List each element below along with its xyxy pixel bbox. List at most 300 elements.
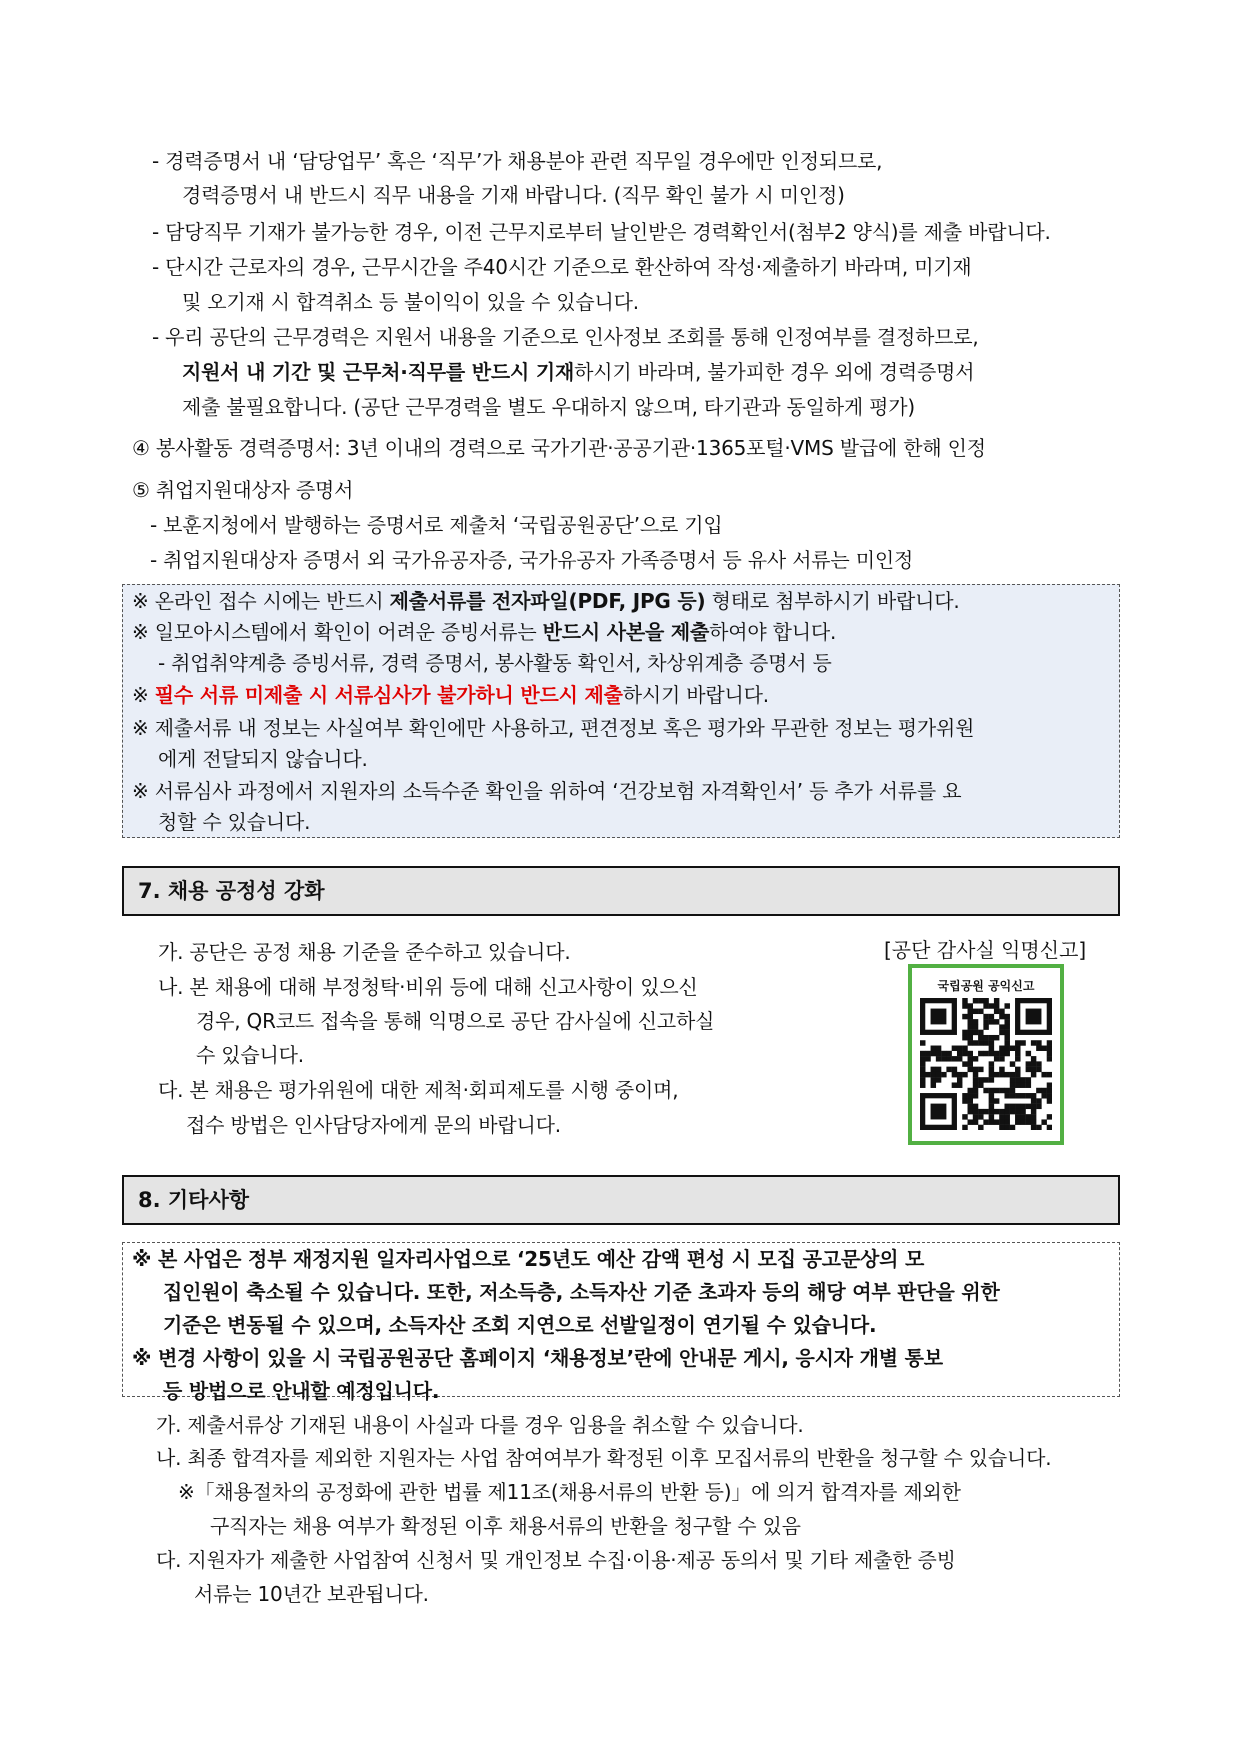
qr-module bbox=[946, 1067, 951, 1072]
qr-module bbox=[1026, 1114, 1031, 1119]
text-segment: 기준은 변동될 수 있으며, 소득자산 조회 지연으로 선발일정이 연기될 수 있습니다. bbox=[163, 1313, 877, 1337]
notice-line bbox=[132, 617, 836, 647]
qr-code-icon bbox=[920, 998, 1052, 1130]
qr-module bbox=[962, 1114, 967, 1119]
list-line bbox=[182, 180, 845, 210]
text-segment: 청할 수 있습니다. bbox=[158, 810, 311, 834]
qr-module bbox=[1036, 1104, 1041, 1109]
qr-module bbox=[989, 1067, 994, 1072]
qr-module bbox=[994, 1119, 999, 1124]
qr-module bbox=[1004, 1072, 1009, 1077]
qr-module bbox=[1004, 1035, 1009, 1040]
qr-module bbox=[1020, 1077, 1025, 1082]
qr-module bbox=[962, 1014, 967, 1019]
qr-module bbox=[978, 1067, 983, 1072]
text-segment: ⑤ 취업지원대상자 증명서 bbox=[132, 478, 354, 502]
qr-module bbox=[989, 1077, 994, 1082]
qr-module bbox=[936, 1051, 941, 1056]
qr-module bbox=[957, 1051, 962, 1056]
qr-module bbox=[978, 1035, 983, 1040]
qr-module bbox=[973, 1119, 978, 1124]
notice-line bbox=[158, 807, 310, 837]
qr-module bbox=[983, 1077, 988, 1082]
qr-module bbox=[1031, 1109, 1036, 1114]
section-7-title: 7. 채용 공정성 강화 bbox=[138, 879, 325, 903]
qr-module bbox=[946, 1056, 951, 1061]
qr-module bbox=[962, 1030, 967, 1035]
qr-module bbox=[946, 1051, 951, 1056]
qr-module bbox=[957, 1072, 962, 1077]
text-segment: - 경력증명서 내 ‘담당업무’ 혹은 ‘직무’가 채용분야 관련 직무일 경우에만 인정되므로, bbox=[152, 149, 883, 173]
section-8-line bbox=[194, 1579, 429, 1609]
text-segment: 제출 불필요합니다. (공단 근무경력을 별도 우대하지 않으며, 타기관과 동일하게 평가) bbox=[182, 395, 916, 419]
qr-module bbox=[968, 1035, 973, 1040]
qr-module bbox=[1004, 1030, 1009, 1035]
qr-module bbox=[925, 1072, 930, 1077]
qr-module bbox=[1004, 1040, 1009, 1045]
list-line bbox=[182, 287, 639, 317]
qr-module bbox=[1004, 1019, 1009, 1024]
qr-module bbox=[983, 1014, 988, 1019]
qr-code-card[interactable] bbox=[908, 964, 1064, 1145]
qr-module bbox=[983, 1109, 988, 1114]
qr-module bbox=[968, 1109, 973, 1114]
qr-module bbox=[931, 1077, 936, 1082]
qr-module bbox=[1004, 1051, 1009, 1056]
qr-module bbox=[978, 1114, 983, 1119]
qr-module bbox=[1031, 1061, 1036, 1066]
text-segment: 다. 지원자가 제출한 사업참여 신청서 및 개인정보 수집·이용·제공 동의서 및 기타 제출한 증빙 bbox=[156, 1548, 956, 1572]
qr-module bbox=[962, 1098, 967, 1103]
notice-line bbox=[132, 586, 960, 616]
qr-module bbox=[957, 1046, 962, 1051]
qr-module bbox=[962, 1125, 967, 1130]
text-segment: ※ 제출서류 내 정보는 사실여부 확인에만 사용하고, 편견정보 혹은 평가와 무관한 정보는 평가위원 bbox=[132, 716, 975, 740]
qr-module bbox=[999, 1024, 1004, 1029]
qr-module bbox=[973, 1114, 978, 1119]
qr-module bbox=[973, 1024, 978, 1029]
qr-module bbox=[1004, 1093, 1009, 1098]
qr-module bbox=[962, 1046, 967, 1051]
qr-module bbox=[983, 998, 988, 1003]
text-segment: - 담당직무 기재가 불가능한 경우, 이전 근무지로부터 날인받은 경력확인서(첨부2 양식)를 제출 바랍니다. bbox=[152, 220, 1051, 244]
qr-module bbox=[973, 1109, 978, 1114]
section-7-line bbox=[158, 937, 571, 967]
qr-module bbox=[1015, 1109, 1020, 1114]
qr-module bbox=[994, 1003, 999, 1008]
qr-module bbox=[1031, 1040, 1036, 1045]
qr-module bbox=[968, 1093, 973, 1098]
qr-module bbox=[994, 1098, 999, 1103]
qr-module bbox=[968, 1051, 973, 1056]
qr-module bbox=[968, 1056, 973, 1061]
section-8-line bbox=[156, 1545, 1112, 1575]
qr-module bbox=[983, 1003, 988, 1008]
qr-module bbox=[1047, 1046, 1052, 1051]
qr-module bbox=[1047, 1125, 1052, 1130]
qr-module bbox=[1031, 1067, 1036, 1072]
qr-module bbox=[1026, 1051, 1031, 1056]
text-segment: 필수 서류 미제출 시 서류심사가 불가하니 반드시 제출 bbox=[154, 683, 623, 707]
text-segment: 수 있습니다. bbox=[196, 1043, 304, 1067]
qr-module bbox=[968, 1009, 973, 1014]
qr-module bbox=[1026, 1082, 1031, 1087]
list-line bbox=[132, 433, 986, 463]
text-segment: 집인원이 축소될 수 있습니다. 또한, 저소득층, 소득자산 기준 초과자 등의 해당 여부 판단을 위한 bbox=[163, 1280, 1000, 1304]
qr-module bbox=[999, 1088, 1004, 1093]
qr-module bbox=[952, 1082, 957, 1087]
qr-module bbox=[936, 1072, 941, 1077]
qr-module bbox=[1015, 1119, 1020, 1124]
qr-module bbox=[1041, 1072, 1046, 1077]
qr-module bbox=[973, 1082, 978, 1087]
qr-module bbox=[983, 1040, 988, 1045]
section-8-box-line bbox=[132, 1343, 1112, 1373]
qr-module bbox=[973, 1077, 978, 1082]
qr-module bbox=[999, 1009, 1004, 1014]
qr-module bbox=[1031, 1056, 1036, 1061]
qr-module bbox=[1047, 1082, 1052, 1087]
qr-module bbox=[973, 1056, 978, 1061]
qr-module bbox=[1004, 1109, 1009, 1114]
qr-module bbox=[994, 1009, 999, 1014]
notice-line bbox=[132, 776, 1112, 806]
section-8-line bbox=[210, 1511, 801, 1541]
notice-line bbox=[132, 713, 1112, 743]
text-segment: 나. 본 채용에 대해 부정청탁·비위 등에 대해 신고사항이 있으신 bbox=[158, 975, 698, 999]
qr-module bbox=[1041, 1088, 1046, 1093]
section-8-line bbox=[156, 1410, 804, 1440]
qr-module bbox=[978, 998, 983, 1003]
qr-module bbox=[1020, 1082, 1025, 1087]
qr-module bbox=[1015, 1072, 1020, 1077]
qr-module bbox=[1010, 1088, 1015, 1093]
qr-module bbox=[978, 1109, 983, 1114]
qr-module bbox=[968, 1119, 973, 1124]
qr-module bbox=[1036, 1088, 1041, 1093]
qr-module bbox=[1041, 1119, 1046, 1124]
qr-module bbox=[968, 1040, 973, 1045]
qr-module bbox=[968, 1098, 973, 1103]
text-segment: 경력증명서 내 반드시 직무 내용을 기재 바랍니다. (직무 확인 불가 시 미인정) bbox=[182, 183, 845, 207]
qr-module bbox=[1036, 1067, 1041, 1072]
qr-module bbox=[1010, 1109, 1015, 1114]
qr-module bbox=[1036, 1098, 1041, 1103]
qr-module bbox=[973, 1019, 978, 1024]
qr-module bbox=[920, 1067, 925, 1072]
text-segment: ※ 일모아시스템에서 확인이 어려운 증빙서류는 bbox=[132, 620, 543, 644]
qr-module bbox=[1026, 1093, 1031, 1098]
qr-module bbox=[1026, 1104, 1031, 1109]
qr-module bbox=[1015, 1051, 1020, 1056]
qr-module bbox=[931, 1051, 936, 1056]
list-line bbox=[152, 217, 1100, 247]
qr-module bbox=[994, 1035, 999, 1040]
text-segment: - 취업취약계층 증빙서류, 경력 증명서, 봉사활동 확인서, 차상위계층 증명서 등 bbox=[158, 651, 832, 675]
section-8-box-line bbox=[163, 1376, 439, 1406]
qr-module bbox=[1004, 1125, 1009, 1130]
qr-module bbox=[1015, 1046, 1020, 1051]
qr-module bbox=[994, 998, 999, 1003]
qr-module bbox=[989, 1098, 994, 1103]
qr-module bbox=[978, 1040, 983, 1045]
qr-module bbox=[957, 1056, 962, 1061]
qr-module bbox=[962, 1093, 967, 1098]
qr-module bbox=[1047, 1114, 1052, 1119]
qr-module bbox=[999, 1014, 1004, 1019]
text-segment: 하시기 바랍니다. bbox=[622, 683, 769, 707]
qr-module bbox=[968, 1061, 973, 1066]
qr-module bbox=[1020, 1114, 1025, 1119]
qr-module bbox=[1036, 1040, 1041, 1045]
qr-module bbox=[1047, 1056, 1052, 1061]
qr-module bbox=[983, 1088, 988, 1093]
qr-module bbox=[994, 1019, 999, 1024]
qr-module bbox=[968, 1030, 973, 1035]
qr-module bbox=[989, 1040, 994, 1045]
qr-module bbox=[936, 1046, 941, 1051]
qr-module bbox=[989, 1003, 994, 1008]
qr-module bbox=[920, 1072, 925, 1077]
list-line bbox=[152, 252, 1114, 282]
qr-module bbox=[1015, 1077, 1020, 1082]
qr-module bbox=[1004, 1024, 1009, 1029]
text-segment: - 취업지원대상자 증명서 외 국가유공자증, 국가유공자 가족증명서 등 유사 서류는 미인정 bbox=[150, 548, 914, 572]
text-segment: - 단시간 근로자의 경우, 근무시간을 주40시간 기준으로 환산하여 작성·제출하기 바라며, 미기재 bbox=[152, 255, 972, 279]
qr-module bbox=[999, 1030, 1004, 1035]
qr-module bbox=[1026, 1009, 1042, 1025]
text-segment: 형태로 첨부하시기 바랍니다. bbox=[705, 589, 960, 613]
qr-module bbox=[973, 1030, 978, 1035]
qr-module bbox=[1004, 1104, 1009, 1109]
qr-module bbox=[973, 1040, 978, 1045]
qr-module bbox=[999, 1114, 1004, 1119]
text-segment: 서류는 10년간 보관됩니다. bbox=[194, 1582, 429, 1606]
qr-module bbox=[973, 1009, 978, 1014]
qr-module bbox=[1010, 1125, 1015, 1130]
text-segment: 다. 본 채용은 평가위원에 대한 제척·회피제도를 시행 중이며, bbox=[158, 1078, 679, 1102]
qr-module bbox=[920, 1082, 925, 1087]
qr-module bbox=[983, 1035, 988, 1040]
qr-module bbox=[952, 1056, 957, 1061]
qr-module bbox=[925, 1056, 930, 1061]
notice-line bbox=[158, 648, 832, 678]
qr-module bbox=[1026, 1061, 1031, 1066]
qr-module bbox=[941, 1056, 946, 1061]
qr-module bbox=[989, 1104, 994, 1109]
qr-module bbox=[941, 1072, 946, 1077]
text-segment: ※ bbox=[132, 683, 155, 707]
qr-module bbox=[962, 1051, 967, 1056]
qr-module bbox=[968, 1019, 973, 1024]
qr-module bbox=[1041, 1093, 1046, 1098]
qr-module bbox=[989, 1046, 994, 1051]
qr-module bbox=[989, 1061, 994, 1066]
qr-module bbox=[978, 1125, 983, 1130]
qr-module bbox=[1036, 1061, 1041, 1066]
qr-module bbox=[1047, 1072, 1052, 1077]
qr-module bbox=[999, 1051, 1004, 1056]
qr-module bbox=[968, 1003, 973, 1008]
list-line bbox=[132, 475, 353, 505]
qr-module bbox=[994, 1088, 999, 1093]
qr-module bbox=[962, 1035, 967, 1040]
qr-module bbox=[931, 1072, 936, 1077]
list-line bbox=[150, 510, 723, 540]
qr-module bbox=[920, 1077, 925, 1082]
text-segment: 구직자는 채용 여부가 확정된 이후 채용서류의 반환을 청구할 수 있음 bbox=[210, 1514, 801, 1538]
qr-module bbox=[1004, 1088, 1009, 1093]
qr-module bbox=[920, 1061, 925, 1066]
qr-module bbox=[989, 1019, 994, 1024]
text-segment: ※ 변경 사항이 있을 시 국립공원공단 홈페이지 ‘채용정보’란에 안내문 게시, 응시자 개별 통보 bbox=[132, 1346, 943, 1370]
notice-line bbox=[132, 680, 769, 710]
qr-module bbox=[1010, 1046, 1015, 1051]
qr-module bbox=[1047, 1098, 1052, 1103]
qr-module bbox=[1004, 1046, 1009, 1051]
text-segment: - 우리 공단의 근무경력은 지원서 내용을 기준으로 인사정보 조회를 통해 인정여부를 결정하므로, bbox=[152, 325, 979, 349]
section-7-line bbox=[158, 1075, 678, 1105]
section-8-line bbox=[178, 1477, 1112, 1507]
qr-module bbox=[931, 1046, 936, 1051]
qr-module bbox=[983, 1051, 988, 1056]
section-8-box-line bbox=[132, 1244, 1112, 1274]
text-segment: 하여야 합니다. bbox=[709, 620, 837, 644]
text-segment: 반드시 사본을 제출 bbox=[542, 620, 710, 644]
qr-module bbox=[936, 1077, 941, 1082]
qr-module bbox=[1047, 1051, 1052, 1056]
qr-module bbox=[920, 1051, 925, 1056]
section-8-line bbox=[156, 1443, 1112, 1473]
qr-module bbox=[1010, 1104, 1015, 1109]
qr-module bbox=[952, 1046, 957, 1051]
section-8-box-line bbox=[163, 1310, 876, 1340]
qr-module bbox=[973, 1067, 978, 1072]
qr-module bbox=[957, 1082, 962, 1087]
qr-module bbox=[1015, 1056, 1020, 1061]
qr-module bbox=[978, 1030, 983, 1035]
qr-module bbox=[1015, 1104, 1020, 1109]
section-8-title: 8. 기타사항 bbox=[138, 1188, 250, 1212]
qr-module bbox=[973, 998, 978, 1003]
list-line bbox=[150, 545, 913, 575]
qr-module bbox=[968, 1024, 973, 1029]
qr-module bbox=[978, 1077, 983, 1082]
qr-module bbox=[1015, 1040, 1020, 1045]
qr-module bbox=[936, 1056, 941, 1061]
qr-module bbox=[989, 1072, 994, 1077]
qr-module bbox=[1047, 1088, 1052, 1093]
qr-module bbox=[962, 998, 967, 1003]
qr-module bbox=[1026, 1077, 1031, 1082]
text-segment: ※ 온라인 접수 시에는 반드시 bbox=[132, 589, 390, 613]
qr-module bbox=[989, 1014, 994, 1019]
qr-module bbox=[989, 1119, 994, 1124]
qr-module bbox=[957, 1077, 962, 1082]
qr-module bbox=[999, 1046, 1004, 1051]
text-segment: ④ 봉사활동 경력증명서: 3년 이내의 경력으로 국가기관·공공기관·1365포털·VMS 발급에 한해 인정 bbox=[132, 436, 986, 460]
qr-module bbox=[1036, 1046, 1041, 1051]
qr-module bbox=[931, 1082, 936, 1087]
qr-module bbox=[1031, 1098, 1036, 1103]
qr-module bbox=[999, 1119, 1004, 1124]
qr-module bbox=[1026, 1119, 1031, 1124]
qr-module bbox=[1031, 1093, 1036, 1098]
qr-module bbox=[1020, 1109, 1025, 1114]
qr-module bbox=[1004, 1014, 1009, 1019]
qr-module bbox=[1010, 1082, 1015, 1087]
qr-module bbox=[1031, 1125, 1036, 1130]
qr-module bbox=[952, 1072, 957, 1077]
text-segment: - 보훈지청에서 발행하는 증명서로 제출처 ‘국립공원공단’으로 기입 bbox=[150, 513, 723, 537]
qr-module bbox=[999, 1125, 1004, 1130]
qr-module bbox=[962, 1003, 967, 1008]
text-segment: 나. 최종 합격자를 제외한 지원자는 사업 참여여부가 확정된 이후 모집서류의 반환을 청구할 수 있습니다. bbox=[156, 1446, 1052, 1470]
qr-code-title: 국립공원 공익신고 bbox=[937, 979, 1035, 993]
qr-module bbox=[1015, 1067, 1020, 1072]
section-7-line bbox=[196, 1006, 714, 1036]
qr-module bbox=[968, 1088, 973, 1093]
list-line bbox=[182, 357, 1114, 387]
section-8-header bbox=[122, 1175, 1120, 1225]
qr-module bbox=[1047, 1093, 1052, 1098]
text-segment: 가. 제출서류상 기재된 내용이 사실과 다를 경우 임용을 취소할 수 있습니다. bbox=[156, 1413, 804, 1437]
list-line bbox=[152, 146, 1114, 176]
qr-module bbox=[973, 1104, 978, 1109]
qr-module bbox=[1036, 1125, 1041, 1130]
qr-module bbox=[968, 1067, 973, 1072]
qr-module bbox=[999, 1056, 1004, 1061]
qr-module bbox=[989, 1035, 994, 1040]
text-segment: 접수 방법은 인사담당자에게 문의 바랍니다. bbox=[186, 1113, 561, 1137]
qr-module bbox=[978, 1051, 983, 1056]
section-7-line bbox=[196, 1040, 304, 1070]
qr-module bbox=[931, 1067, 936, 1072]
qr-module bbox=[989, 1109, 994, 1114]
text-segment: 제출서류를 전자파일(PDF, JPG 등) bbox=[389, 589, 706, 613]
text-segment: ※「채용절차의 공정화에 관한 법률 제11조(채용서류의 반환 등)」에 의거 합격자를 제외한 bbox=[178, 1480, 961, 1504]
section-8-box-line bbox=[163, 1277, 1111, 1307]
qr-caption: [공단 감사실 익명신고] bbox=[884, 938, 1087, 962]
qr-module bbox=[952, 1067, 957, 1072]
qr-module bbox=[968, 1014, 973, 1019]
qr-module bbox=[920, 1056, 925, 1061]
section-7-line bbox=[186, 1110, 561, 1140]
text-segment: 하시기 바라며, 불가피한 경우 외에 경력증명서 bbox=[574, 360, 975, 384]
qr-module bbox=[962, 1061, 967, 1066]
qr-module bbox=[1010, 1072, 1015, 1077]
qr-module bbox=[989, 1088, 994, 1093]
qr-module bbox=[920, 1040, 925, 1045]
text-segment: 가. 공단은 공정 채용 기준을 준수하고 있습니다. bbox=[158, 940, 571, 964]
notice-line bbox=[158, 744, 368, 774]
qr-module bbox=[931, 1104, 947, 1120]
qr-module bbox=[1031, 1104, 1036, 1109]
section-7-header bbox=[122, 866, 1120, 916]
text-segment: 에게 전달되지 않습니다. bbox=[158, 747, 368, 771]
qr-module bbox=[983, 1119, 988, 1124]
qr-module bbox=[1031, 1114, 1036, 1119]
text-segment: 등 방법으로 안내할 예정입니다. bbox=[163, 1379, 440, 1403]
list-line bbox=[182, 392, 915, 422]
qr-module bbox=[962, 1072, 967, 1077]
qr-module bbox=[994, 1056, 999, 1061]
qr-module bbox=[1004, 1119, 1009, 1124]
qr-module bbox=[1031, 1119, 1036, 1124]
text-segment: ※ 서류심사 과정에서 지원자의 소득수준 확인을 위하여 ‘건강보험 자격확인서’ 등 추가 서류를 요 bbox=[132, 779, 962, 803]
qr-module bbox=[1015, 1082, 1020, 1087]
qr-module bbox=[999, 1109, 1004, 1114]
